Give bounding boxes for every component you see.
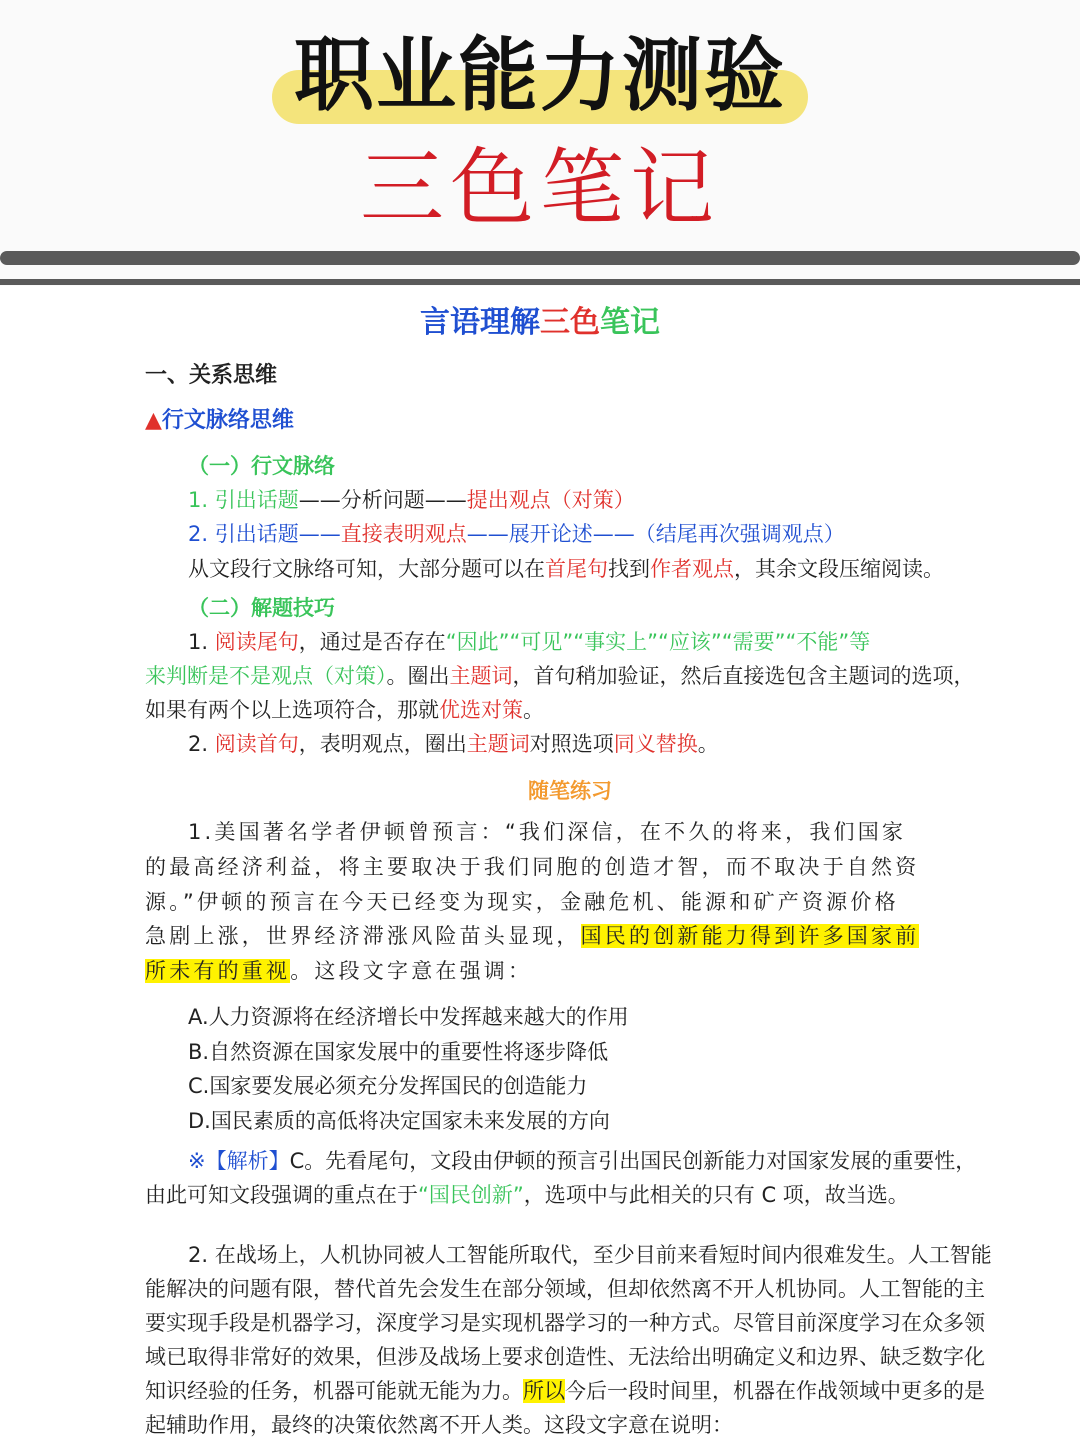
practice-title: 随笔练习: [528, 779, 612, 803]
tip-line-4: 2. 阅读首句，表明观点，圈出主题词对照选项同义替换。: [188, 732, 719, 756]
flow-line-1: 1. 引出话题——分析问题——提出观点（对策）: [188, 488, 635, 512]
tip-line-1: 1. 阅读尾句，通过是否存在“因此”“可见”“事实上”“应该”“需要”“不能”等: [188, 630, 871, 654]
question-2-line: 域已取得非常好的效果，但涉及战场上要求创造性、无法给出明确定义和边界、缺乏数字化: [145, 1345, 985, 1369]
subsection-heading: ▲行文脉络思维: [145, 408, 294, 433]
flow-summary: 从文段行文脉络可知，大部分题可以在首尾句找到作者观点，其余文段压缩阅读。: [188, 557, 944, 581]
highlighted-text: 所以: [523, 1379, 565, 1403]
question-2-line: 2. 在战场上，人机协同被人工智能所取代，至少目前来看短时间内很难发生。人工智能: [188, 1243, 992, 1267]
question-1-line: 所未有的重视。这段文字意在强调：: [145, 959, 533, 983]
divider-thick: [0, 251, 1080, 265]
question-1-line: 的最高经济利益，将主要取决于我们同胞的创造才智，而不取决于自然资: [145, 855, 920, 879]
option-d: D.国民素质的高低将决定国家未来发展的方向: [188, 1109, 610, 1133]
question-2-line: 起辅助作用，最终的决策依然离不开人类。这段文字意在说明：: [145, 1413, 733, 1437]
section-heading: 一、关系思维: [145, 363, 278, 388]
question-2-line: 要实现手段是机器学习，深度学习是实现机器学习的一种方式。尽管目前深度学习在众多领: [145, 1311, 985, 1335]
question-2-line: 能解决的问题有限，替代首先会发生在部分领域，但却依然离不开人机协同。人工智能的主: [145, 1277, 985, 1301]
question-1-line: 1.美国著名学者伊顿曾预言：“我们深信，在不久的将来，我们国家: [188, 820, 907, 844]
triangle-icon: ▲: [145, 408, 162, 433]
question-2-line: 知识经验的任务，机器可能就无能为力。所以今后一段时间里，机器在作战领域中更多的是: [145, 1379, 985, 1403]
part-heading-1: （一）行文脉络: [188, 454, 335, 478]
highlighted-text: 国民的创新能力得到许多国家前: [580, 924, 920, 948]
cover-title: 职业能力测验: [294, 29, 786, 122]
analysis-line: ※【解析】C。先看尾句，文段由伊顿的预言引出国民创新能力对国家发展的重要性，: [188, 1149, 977, 1173]
flow-line-2: 2. 引出话题——直接表明观点——展开论述——（结尾再次强调观点）: [188, 522, 845, 546]
divider-thin: [0, 279, 1080, 285]
cover-subtitle: 三色笔记: [359, 139, 720, 237]
part-heading-2: （二）解题技巧: [188, 596, 335, 620]
option-a: A.人力资源将在经济增长中发挥越来越大的作用: [188, 1005, 629, 1029]
option-c: C.国家要发展必须充分发挥国民的创造能力: [188, 1074, 588, 1098]
document-page: [0, 286, 1080, 1440]
analysis-line: 由此可知文段强调的重点在于“国民创新”，选项中与此相关的只有 C 项，故当选。: [145, 1183, 909, 1207]
cover-header: [0, 0, 1080, 250]
doc-title: 言语理解三色笔记: [420, 305, 660, 340]
question-1-line: 急剧上涨，世界经济滞涨风险苗头显现，国民的创新能力得到许多国家前: [145, 924, 920, 948]
tip-line-2: 来判断是不是观点（对策）。圈出主题词，首句稍加验证，然后直接选包含主题词的选项，: [145, 664, 975, 688]
question-1-line: 源。”伊顿的预言在今天已经变为现实，金融危机、能源和矿产资源价格: [145, 890, 899, 914]
option-b: B.自然资源在国家发展中的重要性将逐步降低: [188, 1040, 609, 1064]
highlighted-text: 所未有的重视: [145, 959, 291, 983]
tip-line-3: 如果有两个以上选项符合，那就优选对策。: [145, 698, 544, 722]
analysis-label: ※【解析】: [188, 1149, 290, 1173]
